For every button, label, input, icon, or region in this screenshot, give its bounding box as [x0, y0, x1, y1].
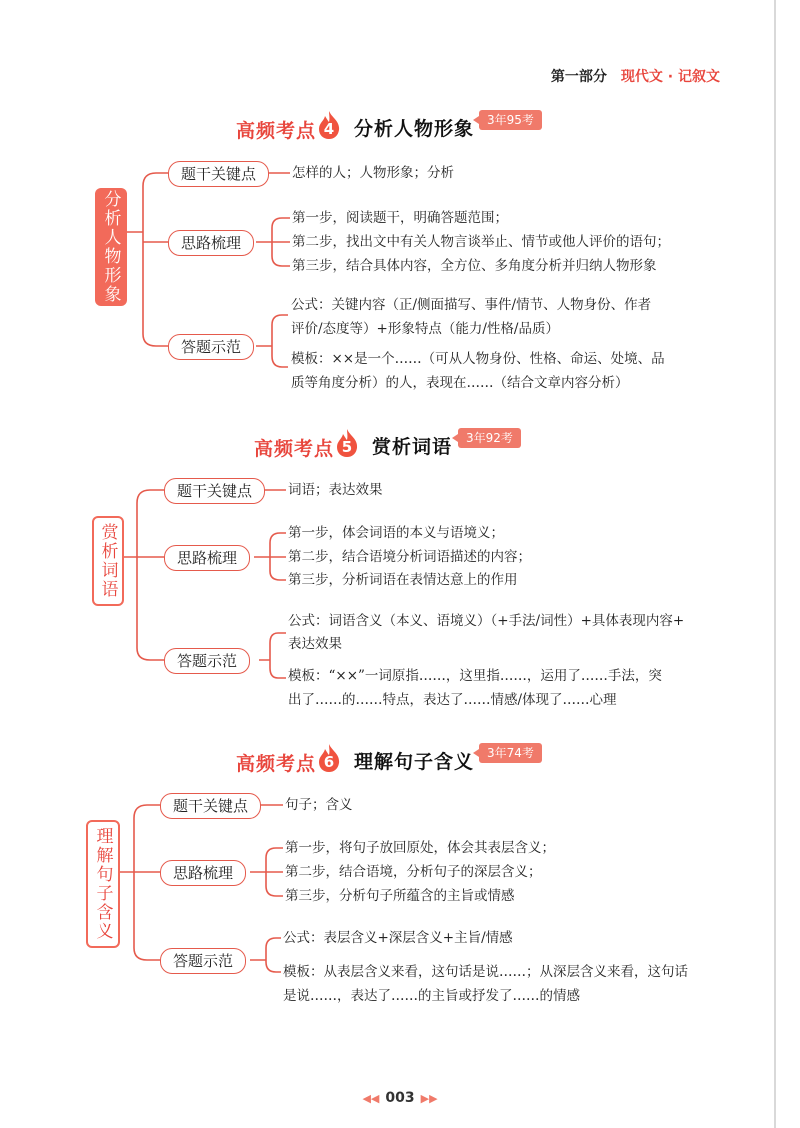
keypoint-text: 词语；表达效果: [288, 482, 383, 498]
node-keypoint: 题干关键点: [168, 161, 269, 187]
topic-box: [95, 188, 127, 306]
template-text: 是说……，表达了……的主旨或抒发了……的情感: [283, 988, 580, 1004]
step-text: 第三步，分析词语在表情达意上的作用: [288, 572, 518, 588]
exam-count-badge: 3年95考: [479, 110, 542, 130]
header-section: 现代文 · 记叙文: [620, 69, 720, 85]
topic-box: [92, 516, 124, 606]
svg-text:4: 4: [323, 120, 335, 138]
leaf-line: [256, 218, 290, 266]
flame-number-icon: [334, 428, 360, 458]
step-text: 第二步，结合语境，分析句子的深层含义；: [285, 864, 542, 880]
branch-line: [127, 173, 168, 346]
template-text: 模板：“××”一词原指……，这里指……，运用了……手法，突: [288, 668, 662, 684]
node-steps: 思路梳理: [164, 545, 250, 571]
template-text: 模板：××是一个……（可从人物身份、性格、命运、处境、品: [291, 351, 665, 367]
title-prefix: 高频考点: [236, 120, 317, 142]
topic-label: 分析人物形象: [100, 190, 121, 304]
topic-label: 赏析词语: [97, 523, 118, 599]
topic-box: [86, 820, 120, 948]
step-text: 第三步，分析句子所蕴含的主旨或情感: [285, 888, 515, 904]
page-number: [0, 1090, 800, 1106]
formula-text: 公式：词语含义（本义、语境义）（+手法/词性）+具体表现内容+: [288, 613, 685, 629]
leaf-line: [254, 533, 286, 580]
keypoint-text: 句子；含义: [285, 797, 353, 813]
template-text: 质等角度分析）的人，表现在……（结合文章内容分析）: [291, 375, 629, 391]
step-text: 第二步，找出文中有关人物言谈举止、情节或他人评价的语句；: [292, 234, 670, 250]
template-text: 出了……的……特点，表达了……情感/体现了……心理: [288, 692, 617, 708]
formula-text: 评价/态度等）+形象特点（能力/性格/品质）: [291, 321, 559, 337]
title-text: 分析人物形象: [354, 118, 475, 140]
step-text: 第一步，体会词语的本义与语境义；: [288, 525, 504, 541]
step-text: 第二步，结合语境分析词语描述的内容；: [288, 549, 531, 565]
exam-count-badge: 3年92考: [458, 428, 521, 448]
formula-text: 表达效果: [288, 636, 342, 652]
node-example: 答题示范: [168, 334, 254, 360]
leaf-line: [256, 315, 288, 367]
exam-count-badge: 3年74考: [479, 743, 542, 763]
node-keypoint: 题干关键点: [164, 478, 265, 504]
template-text: 模板：从表层含义来看，这句话是说……；从深层含义来看，这句话: [283, 964, 688, 980]
page-number-text: 003: [385, 1090, 415, 1106]
leaf-line: [250, 848, 283, 896]
svg-text:5: 5: [341, 438, 353, 456]
left-arrows-icon: ◀◀: [362, 1092, 380, 1105]
node-example: 答题示范: [160, 948, 246, 974]
node-example: 答题示范: [164, 648, 250, 674]
flame-number-icon: [316, 110, 342, 140]
flame-number-icon: [316, 743, 342, 773]
leaf-line: [250, 938, 281, 972]
header-part: 第一部分: [550, 69, 607, 85]
formula-text: 公式：关键内容（正/侧面描写、事件/情节、人物身份、作者: [291, 297, 652, 313]
formula-text: 公式：表层含义+深层含义+主旨/情感: [283, 930, 513, 946]
branch-line: [122, 490, 164, 660]
node-steps: 思路梳理: [168, 230, 254, 256]
section-title: [0, 743, 800, 783]
node-keypoint: 题干关键点: [160, 793, 261, 819]
section-title: [0, 110, 800, 150]
right-arrows-icon: ▶▶: [420, 1092, 438, 1105]
topic-label: 理解句子含义: [92, 827, 113, 941]
title-text: 理解句子含义: [354, 751, 475, 773]
section-title: [0, 428, 800, 468]
title-text: 赏析词语: [372, 436, 453, 458]
step-text: 第一步，阅读题干，明确答题范围；: [292, 210, 508, 226]
title-prefix: 高频考点: [236, 753, 317, 775]
node-steps: 思路梳理: [160, 860, 246, 886]
step-text: 第一步，将句子放回原处，体会其表层含义；: [285, 840, 555, 856]
keypoint-text: 怎样的人；人物形象；分析: [292, 165, 454, 181]
step-text: 第三步，结合具体内容，全方位、多角度分析并归纳人物形象: [292, 258, 657, 274]
svg-text:6: 6: [323, 753, 335, 771]
title-prefix: 高频考点: [254, 438, 335, 460]
leaf-line: [259, 633, 286, 678]
branch-line: [119, 805, 160, 960]
